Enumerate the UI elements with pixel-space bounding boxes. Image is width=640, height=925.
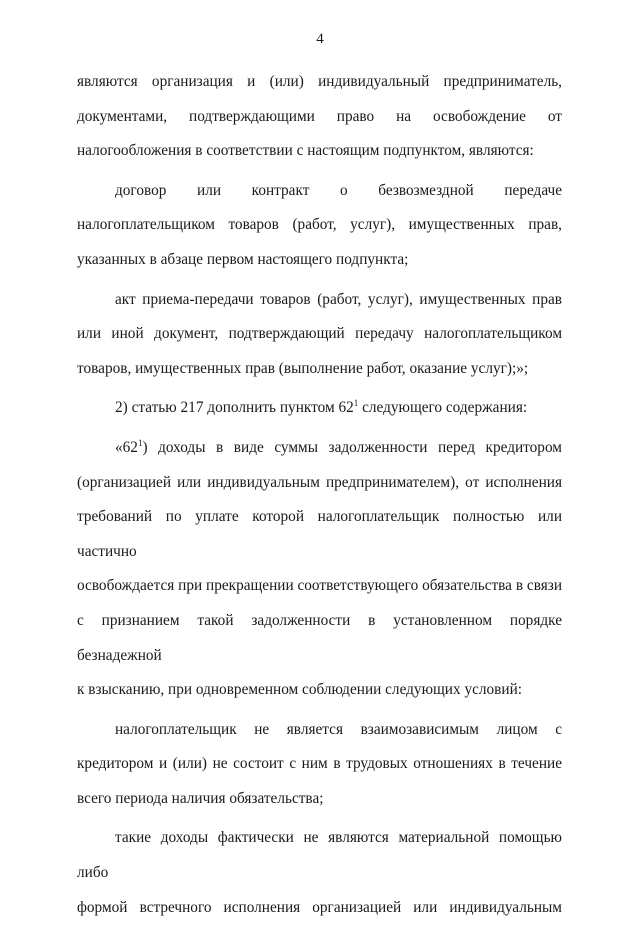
paragraph-5: [77, 431, 562, 708]
text-line: (организацией или индивидуальным предпринимателем), от исполнения: [77, 473, 562, 491]
text-line: [77, 391, 562, 426]
text-line: к взысканию, при одновременном соблюдении следующих условий:: [77, 681, 523, 699]
text-line: [77, 431, 562, 466]
page-number: 4: [316, 31, 324, 47]
paragraph-4: [77, 391, 562, 426]
text-line: являются организация и (или) индивидуальный предприниматель,: [77, 73, 562, 90]
text-segment: «62: [115, 438, 138, 456]
paragraph-2: [77, 174, 562, 278]
text-line: такие доходы фактически не являются материальной помощью либо: [77, 829, 562, 882]
text-line: налогоплательщиком товаров (работ, услуг), имущественных прав,: [77, 216, 562, 234]
text-line: документами, подтверждающими право на освобождение от: [77, 107, 562, 125]
text-line: товаров, имущественных прав (выполнение работ, оказание услуг);»;: [77, 359, 529, 377]
text-segment: ) доходы в виде суммы задолженности перед кредитором: [142, 438, 562, 456]
document-body: [77, 65, 562, 925]
text-line: налогообложения в соответствии с настоящим подпунктом, являются:: [77, 142, 534, 160]
text-line: указанных в абзаце первом настоящего подпункта;: [77, 250, 409, 268]
text-line: формой встречного исполнения организацией или индивидуальным: [77, 898, 562, 916]
text-line: или иной документ, подтверждающий передачу налогоплательщиком: [77, 325, 562, 343]
paragraph-7: [77, 821, 562, 925]
superscript: 1: [353, 398, 359, 409]
text-line: договор или контракт о безвозмездной передаче: [115, 181, 562, 199]
text-line: кредитором и (или) не состоит с ним в трудовых отношениях в течение: [77, 755, 562, 773]
text-segment: следующего содержания:: [358, 399, 528, 417]
text-line: налогоплательщик не является взаимозависимым лицом с: [115, 720, 562, 738]
text-segment: 2) статью 217 дополнить пунктом 62: [115, 399, 354, 417]
text-line: всего периода наличия обязательства;: [77, 789, 324, 807]
text-line: с признанием такой задолженности в установленном порядке безнадежной: [77, 611, 562, 664]
text-line: освобождается при прекращении соответствующего обязательства в связи: [77, 577, 562, 595]
paragraph-6: [77, 713, 562, 817]
text-line: акт приема-передачи товаров (работ, услуг), имущественных прав: [115, 290, 562, 308]
paragraph-1: [77, 65, 562, 169]
text-line: требований по уплате которой налогоплательщик полностью или частично: [77, 508, 562, 560]
superscript: 1: [137, 437, 143, 448]
paragraph-3: [77, 283, 562, 387]
